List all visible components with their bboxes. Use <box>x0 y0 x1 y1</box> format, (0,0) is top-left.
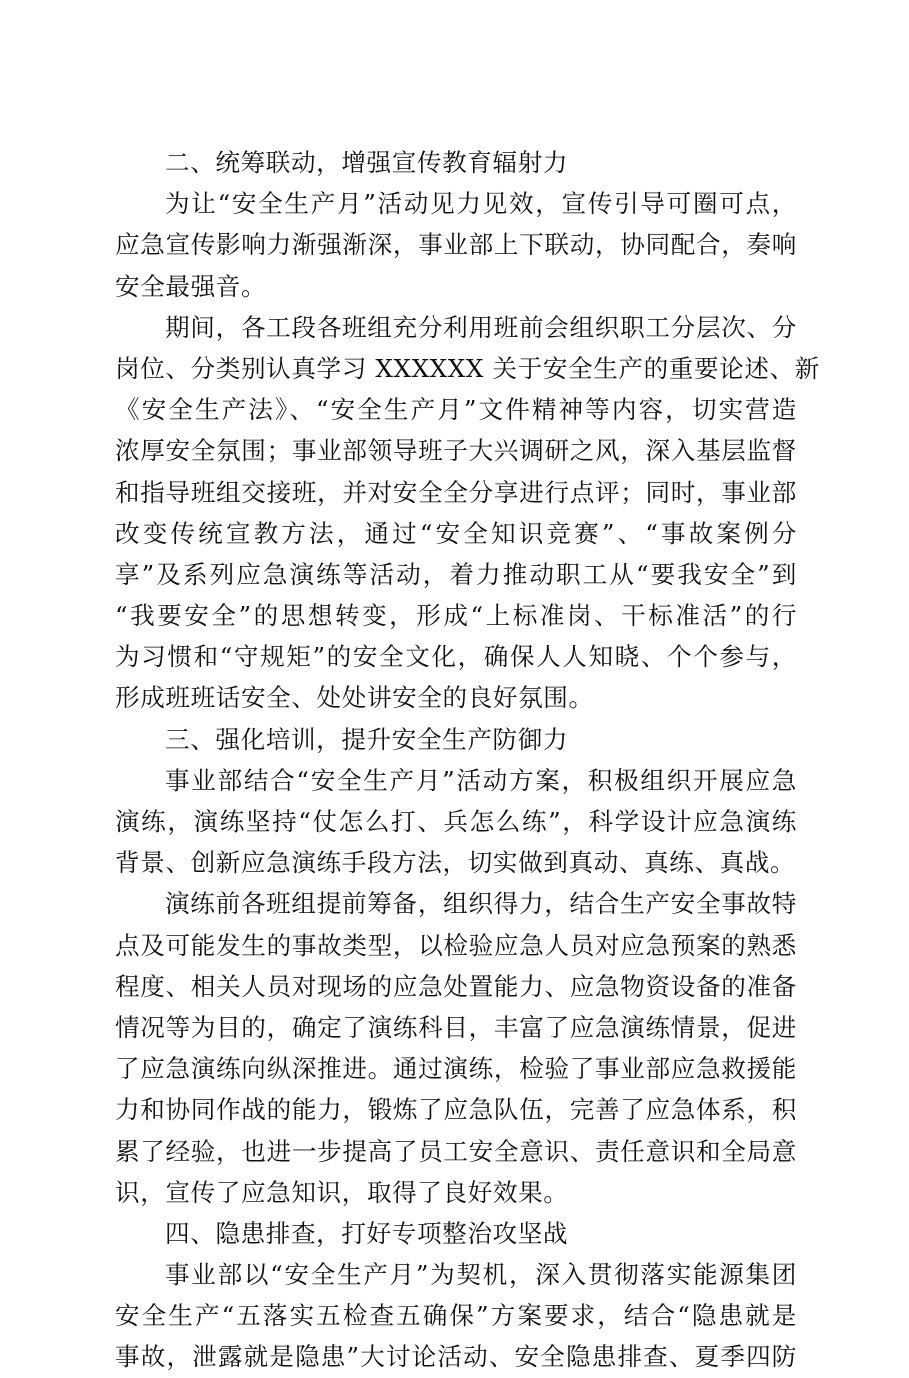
section-heading: 二、统筹联动，增强宣传教育辐射力 <box>165 148 569 177</box>
paragraph-line: 和指导班组交接班，并对安全全分享进行点评；同时，事业部 <box>115 477 797 507</box>
paragraph-line: 期间，各工段各班组充分利用班前会组织职工分层次、分 <box>165 312 797 342</box>
paragraph-line: 点及可能发生的事故类型，以检验应急人员对应急预案的熟悉 <box>115 930 797 960</box>
paragraph-line: 背景、创新应急演练手段方法，切实做到真动、真练、真战。 <box>115 848 796 878</box>
paragraph-line: 情况等为目的，确定了演练科目，丰富了应急演练情景，促进 <box>115 1012 797 1042</box>
paragraph-line: 程度、相关人员对现场的应急处置能力、应急物资设备的准备 <box>115 971 797 1001</box>
paragraph-line: 《安全生产法》、“安全生产月”文件精神等内容，切实营造 <box>115 395 797 425</box>
paragraph-line: 了应急演练向纵深推进。通过演练，检验了事业部应急救援能 <box>115 1054 797 1084</box>
paragraph-line: 事故，泄露就是隐患”大讨论活动、安全隐患排查、夏季四防 <box>115 1342 797 1372</box>
paragraph-line: 事业部结合“安全生产月”活动方案，积极组织开展应急 <box>165 765 797 795</box>
paragraph-line: 演练前各班组提前筹备，组织得力，结合生产安全事故特 <box>165 889 797 919</box>
section-heading: 四、隐患排查，打好专项整治攻坚战 <box>165 1218 569 1248</box>
paragraph-line: 安全生产“五落实五检查五确保”方案要求，结合“隐患就是 <box>115 1301 797 1331</box>
paragraph-line: “我要安全”的思想转变，形成“上标准岗、干标准活”的行 <box>115 601 797 631</box>
paragraph-line: 识，宣传了应急知识，取得了良好效果。 <box>115 1177 569 1207</box>
paragraph-line: 浓厚安全氛围；事业部领导班子大兴调研之风，深入基层监督 <box>115 436 797 466</box>
paragraph-line: 安全最强音。 <box>115 271 267 301</box>
paragraph-line: 享”及系列应急演练等活动，着力推动职工从“要我安全”到 <box>115 559 797 589</box>
paragraph-line: 演练，演练坚持“仗怎么打、兵怎么练”，科学设计应急演练 <box>115 807 797 836</box>
paragraph-line: 为习惯和“守规矩”的安全文化，确保人人知晓、个个参与， <box>115 642 797 672</box>
paragraph-line: 力和协同作战的能力，锻炼了应急队伍，完善了应急体系，积 <box>115 1095 797 1125</box>
paragraph-line: 应急宣传影响力渐强渐深，事业部上下联动，协同配合，奏响 <box>115 230 797 260</box>
paragraph-line: 为让“安全生产月”活动见力见效，宣传引导可圈可点， <box>165 189 797 219</box>
paragraph-line: 改变传统宣教方法，通过“安全知识竞赛”、“事故案例分 <box>115 518 797 548</box>
document-body <box>115 142 820 1378</box>
paragraph-line: 岗位、分类别认真学习 XXXXXX 关于安全生产的重要论述、新 <box>115 353 820 383</box>
paragraph-line: 形成班班话安全、处处讲安全的良好氛围。 <box>115 683 594 713</box>
section-heading: 三、强化培训，提升安全生产防御力 <box>165 724 569 754</box>
paragraph-line: 事业部以“安全生产月”为契机，深入贯彻落实能源集团 <box>165 1260 797 1290</box>
paragraph-line: 累了经验，也进一步提高了员工安全意识、责任意识和全局意 <box>115 1136 797 1166</box>
